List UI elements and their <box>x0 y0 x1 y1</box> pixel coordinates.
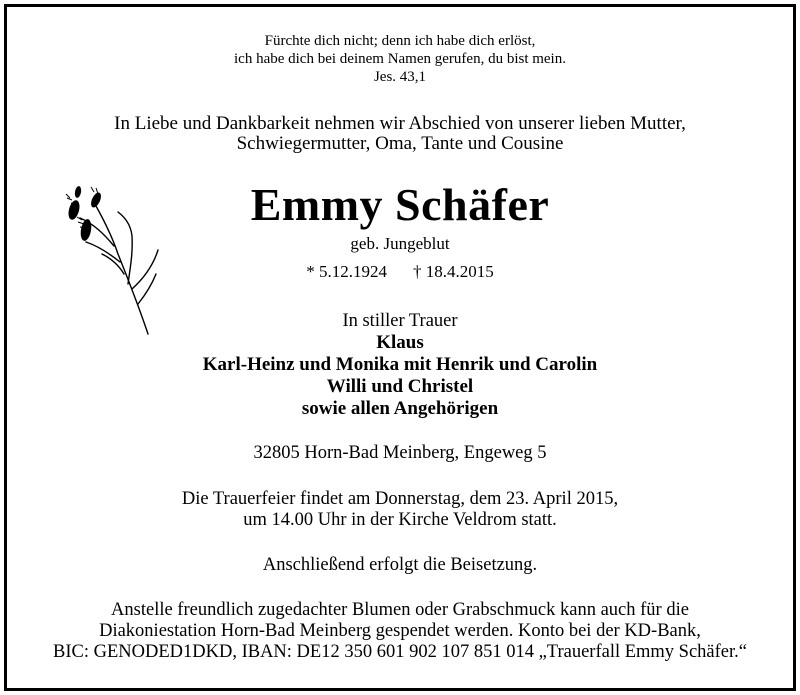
bible-verse-line-2: ich habe dich bei deinem Namen gerufen, du bist mein. <box>234 51 566 67</box>
mourner-name: Karl-Heinz und Monika mit Henrik und Carolin <box>202 354 598 375</box>
intro-line-1: In Liebe und Dankbarkeit nehmen wir Abschied von unserer lieben Mutter, <box>114 113 686 134</box>
life-dates <box>0 262 800 282</box>
mourner-name: Klaus <box>376 332 424 353</box>
bible-verse-reference: Jes. 43,1 <box>373 69 427 85</box>
bible-verse-line-1: Fürchte dich nicht; denn ich habe dich erlöst, <box>264 33 536 49</box>
donation-line-3: BIC: GENODED1DKD, IBAN: DE12 350 601 902 107 851 014 „Trauerfall Emmy Schäfer.“ <box>52 642 747 662</box>
service-line-2: um 14.00 Uhr in der Kirche Veldrom statt. <box>243 510 557 530</box>
burial-note: Anschließend erfolgt die Beisetzung. <box>262 555 538 575</box>
death-date: † 18.4.2015 <box>413 262 494 281</box>
address: 32805 Horn-Bad Meinberg, Engeweg 5 <box>253 443 547 463</box>
donation-line-1: Anstelle freundlich zugedachter Blumen oder Grabschmuck kann auch für die <box>111 600 689 620</box>
service-line-1: Die Trauerfeier findet am Donnerstag, dem 23. April 2015, <box>181 489 619 509</box>
mourner-name: Willi und Christel <box>326 376 474 397</box>
donation-line-2: Diakoniestation Horn-Bad Meinberg gespendet werden. Konto bei der KD-Bank, <box>99 621 701 641</box>
intro-line-2: Schwiegermutter, Oma, Tante und Cousine <box>236 133 564 154</box>
birth-date: * 5.12.1924 <box>306 262 387 281</box>
mourners-heading: In stiller Trauer <box>342 311 458 331</box>
deceased-name: Emmy Schäfer <box>250 179 550 230</box>
mourner-name: sowie allen Angehörigen <box>301 398 499 419</box>
maiden-name: geb. Jungeblut <box>350 234 450 253</box>
